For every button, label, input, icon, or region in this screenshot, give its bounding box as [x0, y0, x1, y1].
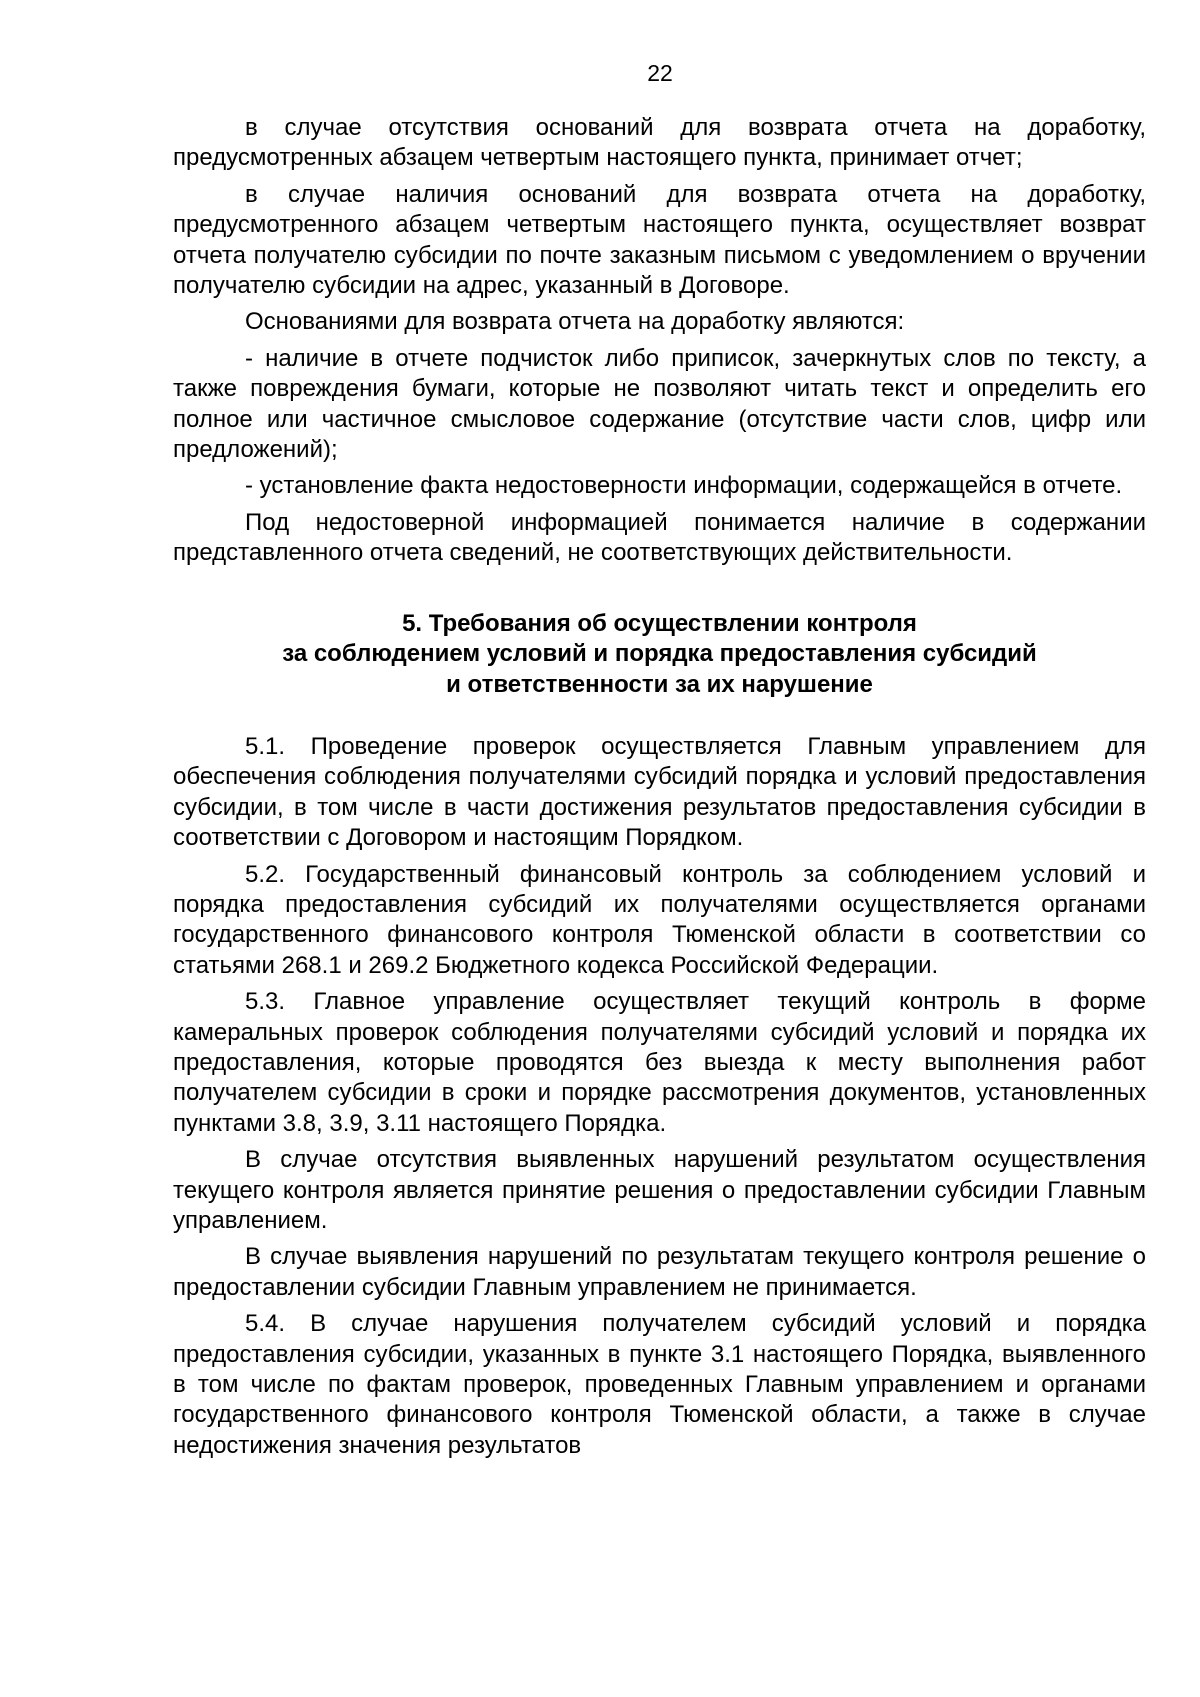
- paragraph: - установление факта недостоверности информации, содержащейся в отчете.: [245, 472, 1123, 500]
- paragraph: В случае выявления нарушений по результатам текущего контроля решение о предоставлении субсидии Главным управлением не принимается.: [173, 1243, 1146, 1301]
- paragraph: 5.3. Главное управление осуществляет текущий контроль в форме камеральных проверок соблюдения получателями субсидий условий и порядка их предоставления, которые проводятся без выезда к месту выполнения работ получателем субсидии в сроки и порядке рассмотрения документов, установленных пунктами 3.8, 3.9, 3.11 настоящего Порядка.: [173, 988, 1146, 1137]
- paragraph: В случае отсутствия выявленных нарушений результатом осуществления текущего контроля является принятие решения о предоставлении субсидии Главным управлением.: [173, 1146, 1146, 1234]
- paragraph: Основаниями для возврата отчета на доработку являются:: [245, 308, 905, 336]
- paragraph: - наличие в отчете подчисток либо приписок, зачеркнутых слов по тексту, а также повреждения бумаги, которые не позволяют читать текст и определить его полное или частичное смысловое содержание (отсутствие части слов, цифр или предложений);: [173, 344, 1146, 464]
- section-heading-line: за соблюдением условий и порядка предоставления субсидий: [282, 640, 1037, 668]
- paragraph: 5.1. Проведение проверок осуществляется Главным управлением для обеспечения соблюдения получателями субсидий порядка и условий предоставления субсидии, в том числе в части достижения результатов предоставления субсидии в соответствии с Договором и настоящим Порядком.: [173, 732, 1146, 852]
- paragraph: 5.4. В случае нарушения получателем субсидий условий и порядка предоставления субсидии, указанных в пункте 3.1 настоящего Порядка, выявленного в том числе по фактам проверок, проведенных Главным управлением и органами государственного финансового контроля Тюменской области, а также в случае недостижения значения результатов: [173, 1310, 1146, 1459]
- page-number: 22: [647, 60, 673, 86]
- paragraph: 5.2. Государственный финансовый контроль за соблюдением условий и порядка предоставления субсидий их получателями осуществляется органами государственного финансового контроля Тюменской области в соответствии со статьями 268.1 и 269.2 Бюджетного кодекса Российской Федерации.: [173, 860, 1146, 979]
- paragraph: Под недостоверной информацией понимается наличие в содержании представленного отчета сведений, не соответствующих действительности.: [173, 508, 1146, 567]
- document-body: [173, 113, 1146, 1467]
- paragraph: в случае отсутствия оснований для возврата отчета на доработку, предусмотренных абзацем четвертым настоящего пункта, принимает отчет;: [173, 114, 1146, 172]
- section-heading-line: и ответственности за их нарушение: [446, 670, 873, 698]
- paragraph: в случае наличия оснований для возврата отчета на доработку, предусмотренного абзацем четвертым настоящего пункта, осуществляет возврат отчета получателю субсидии по почте заказным письмом с уведомлением о вручении получателю субсидии на адрес, указанный в Договоре.: [173, 180, 1146, 300]
- section-heading-line: 5. Требования об осуществлении контроля: [402, 609, 917, 637]
- section-heading: [173, 609, 1146, 700]
